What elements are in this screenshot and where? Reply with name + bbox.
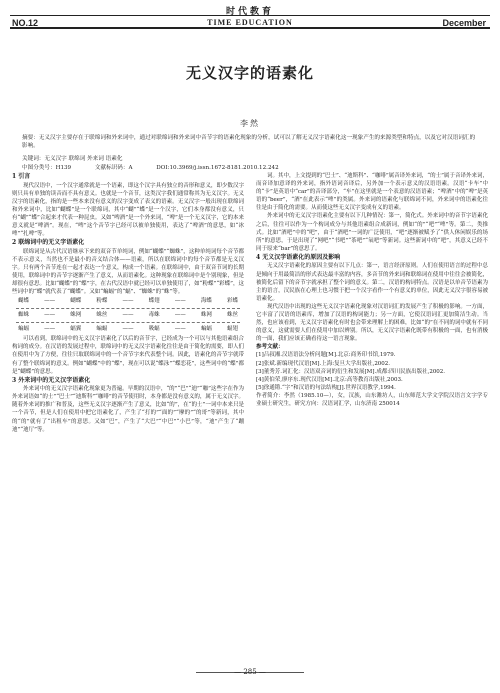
paragraph: 现代汉语中，一个汉字通常就是一个语素，即这个汉字具有独立的音形和意义，即少数汉字则只具有单独的读音而不具有意义。也就是一个音节，这类汉字我们通常称其为无义汉字。无义汉字的语素化，指的是一些本来没有意义的汉字变成了表义的语素。无义汉字一般出现在联绵词和外来词中，比如“蝴蝶”是一个联绵词，其中“蝴”“蝶”是一个汉字，它们本身都没有意义，只有“蝴”“蝶”合起来才代表一种昆虫。又如“啤酒”是一个外来词，“啤”是一个无义汉字，它的本来意义就是“啤酒”。现在，“啤”这个音节字已经可以被单独使用，表达了“啤酒”的意思，如“冰啤”“扎啤”等。 [12,182,244,238]
article-title: 无义汉字的语素化 [185,64,314,82]
abstract: 摘要：无义汉字主要存在于联绵词和外来词中，通过对联绵词和外来词中音节字的语素化现象的分析，试可以了解无义汉字语素化这一现象产生的来源类型和特点，以及它对汉语词汇的影响。 [22,135,476,149]
paragraph: 外来词中的无义汉字语素化现象更为普遍。早期的汉语中，“的”“巴”“迪”“咖”这些字在作为外来词语如“的士”“巴士”“迪斯科”“咖啡”的音节使用时，本身都是没有意义的，属于无义汉字。随着外来词的推广和普及，这些无义汉字逐渐产生了意义，比如“的”，在“的士”一词中本来只是一个音节，但是人们在使用中把它语素化了，产生了“打的”“面的”“摩的”“的哥”等新词，其中的“的”就有了“出租车”的意思。又如“巴”，产生了“大巴”“中巴”“小巴”等，“迪”产生了“蹦迪”“迪厅”等。 [12,386,244,433]
example-word: —— [44,312,56,319]
example-word: 彩蝶 [226,298,238,305]
dashed-divider [16,322,240,323]
paragraph: 可以看到，联绵词中的无义汉字语素化了以后的音节字，已经成为一个可以与其他语素组合构词的成分。在汉语的发展过程中，联绵词中的无义汉字语素化往往是由于简化的需要，即人们在使用中为了方便，往往只取联绵词中的一个音节字来代表整个词。因此，语素化的音节字就带有了整个联绵词的意义。例如“蝴蝶”中的“蝶”，现在可以说“蝶泳”“蝶恋花”，这些词中的“蝶”都是“蝴蝶”的意思。 [12,336,244,375]
document-code: 文献标识码：A [94,165,133,171]
example-row [12,311,244,320]
example-word: —— [122,326,134,333]
example-word: 蝴蝶 [18,298,30,305]
example-word: 蝠翼 [70,326,82,333]
classification-line [22,163,478,171]
paragraph: 联绵词是从古代汉语继承下来的双音节单纯词，例如“蝴蝶”“蜘蛛”，这种单纯词每个音节都不表示意义，当然也不是最小的音义结合体——语素，所以在联绵词中的每个音节都是无义汉字。只有两个音节连在一起才表达一个意义，构成一个语素。在联绵词中，由于双音节词的长期使用，联绵词中的音节字逐渐产生了意义，从而语素化。这种现象在联绵词中是个别现象，但是却很有意思。比如“蝴蝶”的“蝶”字，在古代汉语中就已经可以单独使用了，如“粉蝶”“彩蝶”，这些词中的“蝶”就代表了“蝴蝶”。又如“蝙蝠”的“蝠”、“蜘蛛”的“蛛”等。 [12,248,244,296]
reference-item: [1]吕叔湘.汉语语法分析问题[M].北京:商务印书馆,1979. [256,352,396,359]
example-word: 吸蝠 [148,326,160,333]
paragraph: 词。其中，上文提到的“巴士”、“迪斯科”、“咖啡”属音译外来词，“的士”属于音译外来词，而音译加意译的外来词，指外语词音译后，另外加一个表示意义的汉语语素。汉语“卡车”中的“卡”是英语中“car”的音译部分，“车”在这里就是一个表意的汉语语素；“啤酒”中的“啤”是英语的“beer”，“酒”在此表示“啤”的类属。外来词的语素化与联绵词不同，外来词中的语素化往往是由于简化的需要。从而使这些无义汉字变成有义的语素。 [256,173,488,212]
left-column [12,172,244,642]
paragraph: 外来词中的无义汉字语素化主要有以下几种情况：第一，简化式。外来词中的音节字语素化之后，往往可以作为一个构词成分与其他语素组合成新词，例如“的”“吧”“啤”等。第二，类推式。比如“酒吧”中的“吧”，由于“酒吧”一词的广泛使用，“吧”逐渐被赋予了“供人休闲娱乐的场所”的意思，于是出现了“网吧”“书吧”“茶吧”“氧吧”等新词。这些新词中的“吧”，其意义已经不同于原来“bar”的意思了。 [256,213,488,252]
paragraph: 现代汉语中出现的这些无义汉字语素化现象对汉语词汇的发展产生了积极的影响。一方面，它丰富了汉语的语素库，增加了汉语的构词能力；另一方面，它使汉语词汇更加简洁生动。当然，也应该看到，无义汉字语素化有时也会带来理解上的困难，比如“的”在不同的词中就有不同的意义，这就需要人们在使用中加以辨别。所以，无义汉字语素化既带有积极的一面，也有消极的一面，我们应该正确看待这一语言现象。 [256,303,488,343]
example-word: 毒蛛 [148,312,160,319]
example-row [12,297,244,306]
example-row [12,325,244,334]
example-word: —— [122,298,134,305]
page-number: — 285 — [234,668,266,676]
reference-item: [3]董秀芳.词汇化：汉语双音词的衍生和发展[M].成都:四川民族出版社,2002. [256,368,446,375]
right-column [256,172,488,642]
example-word: 蝙蝠 [200,326,212,333]
keywords: 关键词：无义汉字 联绵词 外来词 语素化 [22,156,123,162]
example-word: 蛛网 [200,312,212,319]
running-header-top: 时代教育 [225,7,274,17]
example-word: —— [174,312,186,319]
example-word: 蝙蝠 [96,326,108,333]
reference-item: [5]徐通锵.“字”和汉语的句法结构[J].世界汉语教学,1994. [256,384,396,391]
example-word: 蝴蝶 [70,298,82,305]
reference-item: [2]张斌.新编现代汉语[M].上海:复旦大学出版社,2002. [256,360,391,367]
references-heading: 参考文献： [256,344,284,351]
section-heading: 1 引言 [12,173,31,180]
issue-number: NO.12 [12,18,39,28]
paragraph: 无义汉字语素化的原因主要有以下几点：第一，语言经济原则。人们在使用语言的过程中总是倾向于用最简洁的形式表达最丰富的内容，多音节的外来词和联绵词在使用中往往会被简化，被简化后留下的音节字就承担了整个词的意义。第二，汉语的构词特点。汉语是以单音节语素为主的语言，汉民族在心理上也习惯于把一个汉字看作一个有意义的单位，因此无义汉字很容易被语素化。 [256,263,488,302]
example-word: —— [44,326,56,333]
section-heading: 2 联绵词中的无义字语素化 [12,239,85,247]
example-word: 蝙蝠 [18,326,30,333]
example-word: 蝠翅 [226,326,238,333]
example-word: —— [174,298,186,305]
example-word: 粉蝶 [96,298,108,305]
magazine-name: TIME EDUCATION [207,18,293,27]
reference-item: 作者简介：李然（1985.10—），女，汉族，山东潍坊人，山东师范大学文学院汉语言文字学专业硕士研究生，研究方向：汉语词汇学，山东济南 250014 [256,392,488,408]
example-word: —— [174,326,186,333]
example-word: 蛛丝 [226,312,238,319]
dashed-divider [16,308,240,309]
example-word: 蜘蛛 [18,312,30,319]
section-heading: 4 无义汉字语素化的原因及影响 [256,253,341,261]
example-word: —— [122,312,134,319]
doi: DOI:10.3969/j.issn.1672-8181.2010.12.242 [156,165,279,171]
example-word: —— [44,298,56,305]
clc-number: 中图分类号：H139 [22,165,72,171]
example-word: 蛛丝 [96,312,108,319]
example-word: 蛛网 [70,312,82,319]
issue-month: December [442,18,486,28]
article-author: 李然 [240,119,260,128]
example-word: 蝶翅 [148,298,160,305]
section-heading: 3 外来词中的无义汉字语素化 [12,376,91,384]
example-word: 海蝶 [200,298,212,305]
reference-item: [4]黄伯荣,廖序东.现代汉语[M].北京:高等教育出版社,2003. [256,376,403,383]
